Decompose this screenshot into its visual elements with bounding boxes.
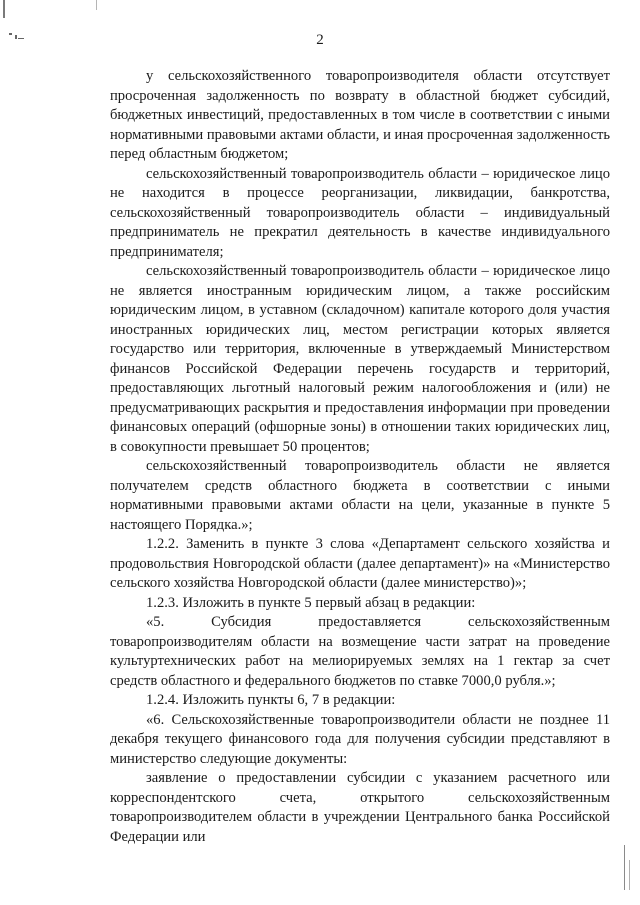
page-number: 2 bbox=[316, 32, 324, 48]
paragraph-item-6: «6. Сельскохозяйственные товаропроизводители области не позднее 11 декабря текущего финансового года для получения субсидии представляют в министерство следующие документы: bbox=[110, 711, 610, 767]
paragraph-debt-condition: у сельскохозяйственного товаропроизводителя области отсутствует просроченная задолженность по возврату в областной бюджет субсидий, бюджетных инвестиций, предоставленных в том числе в соответствии с иными нормативными правовыми актами области, и иная просроченная задолженность перед областным бюджетом; bbox=[110, 68, 610, 162]
document-body bbox=[110, 67, 610, 847]
scan-artifact-right-edge-2 bbox=[629, 860, 630, 890]
scan-artifact-top bbox=[96, 0, 97, 10]
paragraph-item-1-2-4: 1.2.4. Изложить пункты 6, 7 в редакции: bbox=[146, 692, 396, 708]
paragraph-application: заявление о предоставлении субсидии с указанием расчетного или корреспондентского счета, открытого сельскохозяйственным товаропроизводителем области в учреждении Центрального банка Российской Федерации или bbox=[110, 770, 610, 845]
scan-artifact-right-edge bbox=[624, 845, 625, 890]
paragraph-reorganization-condition: сельскохозяйственный товаропроизводитель области – юридическое лицо не находится в процессе реорганизации, ликвидации, банкротства, сельскохозяйственный товаропроизводитель области – индивидуальный предприниматель не прекратил деятельность в качестве индивидуального предпринимателя; bbox=[110, 165, 610, 260]
paragraph-foreign-entity-condition: сельскохозяйственный товаропроизводитель области – юридическое лицо не является иностранным юридическим лицом, а также российским юридическим лицом, в уставном (складочном) капитале которого доля участия иностранных юридических лиц, местом регистрации которых является государство или территория, включенные в утверждаемый Министерством финансов Российской Федерации перечень государств и территорий, предоставляющих льготный налоговый режим налогообложения и (или) не предусматривающих раскрытия и предоставления информации при проведении финансовых операций (офшорные зоны) в отношении таких юридических лиц, в совокупности превышает 50 процентов; bbox=[110, 263, 610, 455]
paragraph-item-1-2-2: 1.2.2. Заменить в пункте 3 слова «Департамент сельского хозяйства и продовольствия Новгородской области (далее департамент)» на «Министерство сельского хозяйства Новгородской области (далее министерство)»; bbox=[110, 536, 610, 591]
paragraph-item-1-2-3: 1.2.3. Изложить в пункте 5 первый абзац в редакции: bbox=[146, 594, 476, 611]
paragraph-funds-recipient-condition: сельскохозяйственный товаропроизводитель области не является получателем средств областного бюджета в соответствии с иными нормативными правовыми актами области на цели, указанные в пункте 5 настоящего Порядка.»; bbox=[110, 458, 610, 533]
scan-artifact-top-left bbox=[3, 0, 5, 18]
paragraph-subsidy-rate: «5. Субсидия предоставляется сельскохозяйственным товаропроизводителям области на возмещение части затрат на проведение культуртехнических работ на мелиорируемых землях на 1 гектар за счет средств областного и федерального бюджетов по ставке 7000,0 рубля.»; bbox=[110, 614, 610, 689]
